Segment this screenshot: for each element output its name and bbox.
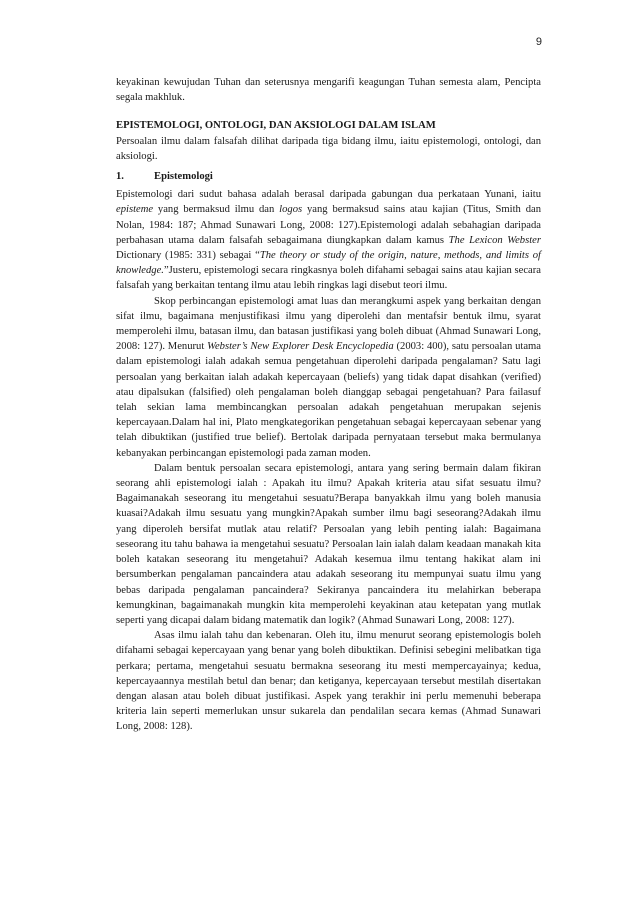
paragraph-2: [116, 294, 541, 461]
page-number: 9: [535, 36, 542, 48]
p1-text-g: Dictionary (1985: 331) sebagai “: [116, 250, 260, 262]
paragraph-3: Dalam bentuk persoalan secara epistemologi, antara yang sering bermain dalam fikiran seorang ahli epistemologi ialah : Apakah itu ilmu? Apakah kriteria atau sifat sesuatu ilmu?Bagaimanakah seseorang itu mengetahui sesuatu?Berapa banyakkah ilmu yang boleh manusia kuasai?Adakah ilmu sesuatu yang mungkin?Apakah sumber ilmu bagi seseorang?Adakah ilmu yang diperoleh bersifat mutlak atau relatif? Persoalan yang lebih penting ialah: Bagaimana seseorang itu tahu bahawa ia mengetahui sesuatu? Persoalan lain ialah dalam keadaan manakah kita boleh katakan seseorang itu mengetahui? Adakah kesemua ilmu tentang hakikat alam ini bersumberkan pengalaman pancaindera atau adakah seseorang itu mempunyai suatu ilmu yang bebas daripada pengalaman pancaindera? Sekiranya pancaindera itu melahirkan beberapa kemungkinan, bagaimanakah mungkin kita memperolehi keyakinan atau ketepatan yang mutlak seperti yang dicapai dalam bidang matematik dan logik? (Ahmad Sunawari Long, 2008: 127).: [116, 462, 541, 626]
p1-text-c: yang bermaksud ilmu dan: [153, 204, 280, 216]
subsection-heading: [116, 169, 541, 184]
p2-text-a: Skop perbincangan epistemologi amat luas dan merangkumi aspek yang berkaitan dengan sifat ilmu, bagaimana menjustifikasi ilmu yang diperolehi dan mentafsir bentuk ilmu, syarat memperolehi ilmu, batasan ilmu, dan batasan justifikasi yang boleh dibuat (Ahmad Sunawari Long, 2008: 127). Menurut: [116, 295, 541, 353]
p2-text-c: (2003: 400), satu persoalan utama dalam epistemologi ialah adakah semua pengetahuan diperolehi daripada pengalaman? Satu lagi persoalan yang berkaitan ialah adakah kepercayaan (beliefs) yang tidak dapat disahkan (verified) atau dipalsukan (falsified) oleh pengalaman boleh dianggap sebagai pengetahuan? Para failasuf telah sekian lama membincangkan persoalan adakah pengetahuan merupakan sejenis kepercayaan.Dalam hal ini, Plato mengkategorikan pengetahuan sebagai kepercayaan sebenar yang telah dibuktikan (justified true belief). Bertolak daripada pernyataan tersebut maka bermulanya kebanyakan perbincangan epistemologi pada zaman moden.: [116, 341, 541, 459]
p1-text-e: yang bermaksud sains atau kajian (Titus, Smith dan Nolan, 1984: 187; Ahmad Sunawari Long, 2008: 127).Epistemologi adalah sebahagian daripada perbahasan utama dalam falsafah sebagaimana diungkapkan dalam kamus: [116, 204, 541, 246]
section-title: EPISTEMOLOGI, ONTOLOGI, DAN AKSIOLOGI DALAM ISLAM: [116, 120, 436, 132]
paragraph-4: Asas ilmu ialah tahu dan kebenaran. Oleh itu, ilmu menurut seorang epistemologis boleh difahami sebagai kepercayaan yang benar yang boleh dibuktikan. Definisi sebegini melibatkan tiga perkara; pertama, mengetahui sesuatu bermakna seseorang itu mesti mempercayainya; kedua, kepercayaannya mestilah betul dan benar; dan ketiganya, kepercayaan tersebut mestilah disertakan dengan alasan atau boleh dibuat justifikasi. Aspek yang terakhir ini perlu memenuhi beberapa kriteria lain seperti memerlukan unsur sukarela dan pendalilan secara kemas (Ahmad Sunawari Long, 2008: 128).: [116, 630, 541, 733]
page-body: [116, 75, 541, 735]
p1-term-logos: logos: [279, 204, 303, 216]
p1-text-i: ”Justeru, epistemologi secara ringkasnya boleh difahami sebagai sains atau kajian secara falsafah yang berkaitan tentang ilmu atau lebih ringkas lagi disebut teori ilmu.: [116, 265, 541, 292]
p2-encyclopedia-title: Webster’s New Explorer Desk Encyclopedia: [207, 341, 394, 353]
paragraph-1: [116, 187, 541, 293]
subsection-number: 1.: [116, 171, 124, 183]
p1-definition-quote: The theory or study of the origin, nature, methods, and limits of knowledge.: [116, 250, 541, 277]
p1-text-a: Epistemologi dari sudut bahasa adalah berasal daripada gabungan dua perkataan Yunani, iaitu: [116, 189, 541, 201]
section-intro: Persoalan ilmu dalam falsafah dilihat daripada tiga bidang ilmu, iaitu epistemologi, ontologi, dan aksiologi.: [116, 135, 541, 162]
spacer: [116, 105, 541, 118]
intro-paragraph: keyakinan kewujudan Tuhan dan seterusnya mengarifi keagungan Tuhan semesta alam, Pencipta segala makhluk.: [116, 77, 541, 104]
p1-term-episteme: episteme: [116, 204, 154, 216]
subsection-title: Epistemologi: [154, 171, 213, 183]
p1-dictionary-title: The Lexicon Webster: [448, 234, 541, 246]
